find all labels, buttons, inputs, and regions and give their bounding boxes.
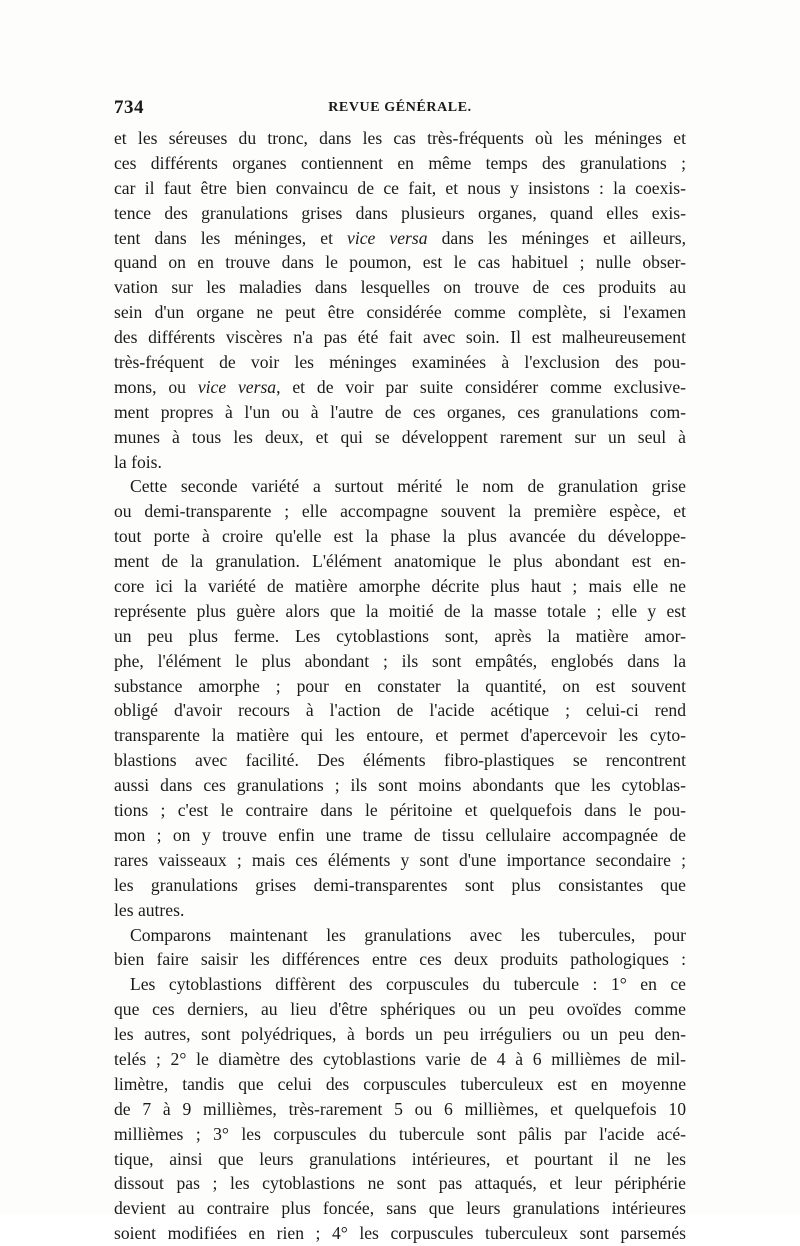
text-line: tout porte à croire qu'elle est la phase la plus avancée du développe-: [114, 526, 686, 547]
paragraph-start-line: Les cytoblastions diffèrent des corpuscules du tubercule : 1° en ce: [130, 974, 686, 995]
text-line: mons, ou vice versa, et de voir par suite considérer comme exclusive-: [114, 376, 687, 397]
text-line: ces différents organes contiennent en même temps des granulations ;: [114, 152, 686, 173]
paragraph-start-line: Cette seconde variété a surtout mérité le nom de granulation grise: [130, 476, 686, 497]
text-line: des différents viscères n'a pas été fait avec soin. Il est malheureusement: [114, 327, 686, 348]
text-line: de 7 à 9 millièmes, très-rarement 5 ou 6 millièmes, et quelquefois 10: [114, 1098, 686, 1119]
text-line: rares vaisseaux ; mais ces éléments y sont d'une importance secondaire ;: [114, 849, 686, 870]
paragraph-start-line: Comparons maintenant les granulations avec les tubercules, pour: [130, 924, 686, 945]
text-line: sein d'un organe ne peut être considérée comme complète, si l'examen: [114, 302, 686, 323]
text-line: que ces derniers, au lieu d'être sphériques ou un peu ovoïdes comme: [114, 999, 686, 1020]
text-line: dissout pas ; les cytoblastions ne sont pas attaqués, et leur périphérie: [114, 1173, 686, 1194]
text-line: blastions avec facilité. Des éléments fibro-plastiques se rencontrent: [114, 750, 686, 771]
text-line: aussi dans ces granulations ; ils sont moins abondants que les cytoblas-: [114, 775, 686, 796]
text-line: tence des granulations grises dans plusieurs organes, quand elles exis-: [114, 202, 686, 223]
text-line: phe, l'élément le plus abondant ; ils sont empâtés, englobés dans la: [114, 650, 686, 671]
text-line: tions ; c'est le contraire dans le péritoine et quelquefois dans le pou-: [114, 800, 686, 821]
text-line: ment de la granulation. L'élément anatomique le plus abondant est en-: [114, 551, 686, 572]
text-line: les autres, sont polyédriques, à bords un peu irréguliers ou un peu den-: [114, 1024, 686, 1045]
text-line: quand on en trouve dans le poumon, est le cas habituel ; nulle obser-: [114, 252, 686, 273]
text-line: ment propres à l'un ou à l'autre de ces organes, ces granulations com-: [114, 401, 686, 422]
text-line: mon ; on y trouve enfin une trame de tissu cellulaire accompagnée de: [114, 824, 686, 845]
text-line: les granulations grises demi-transparentes sont plus consistantes que: [114, 874, 686, 895]
text-line: millièmes ; 3° les corpuscules du tubercule sont pâlis par l'acide acé-: [114, 1123, 686, 1144]
text-line: limètre, tandis que celui des corpuscules tuberculeux est en moyenne: [114, 1073, 686, 1094]
text-line: ou demi-transparente ; elle accompagne souvent la première espèce, et: [114, 501, 686, 522]
paragraph-end-line: les autres.: [114, 899, 185, 920]
text-line: telés ; 2° le diamètre des cytoblastions varie de 4 à 6 millièmes de mil-: [114, 1048, 686, 1069]
text-line: bien faire saisir les différences entre ces deux produits pathologiques :: [114, 949, 686, 970]
running-head: [114, 97, 686, 125]
italic-phrase: vice versa: [197, 376, 277, 397]
text-line: transparente la matière qui les entoure, et permet d'apercevoir les cyto-: [114, 725, 686, 746]
text-line: core ici la variété de matière amorphe décrite plus haut ; mais elle ne: [114, 576, 686, 597]
text-line: très-fréquent de voir les méninges examinées à l'exclusion des pou-: [114, 352, 686, 373]
italic-phrase: vice versa: [347, 227, 428, 248]
text-line: vation sur les maladies dans lesquelles on trouve de ces produits au: [114, 277, 686, 298]
text-line: obligé d'avoir recours à l'action de l'acide acétique ; celui-ci rend: [114, 700, 686, 721]
paragraph-end-line: la fois.: [114, 451, 162, 472]
page-number: 734: [114, 97, 144, 118]
text-line: représente plus guère alors que la moitié de la masse totale ; elle y est: [114, 600, 686, 621]
text-line: et les séreuses du tronc, dans les cas très-fréquents où les méninges et: [114, 128, 686, 148]
running-title: REVUE GÉNÉRALE.: [328, 100, 472, 115]
text-line: soient modifiées en rien ; 4° les corpuscules tuberculeux sont parsemés: [114, 1223, 686, 1244]
text-line: devient au contraire plus foncée, sans que leurs granulations intérieures: [114, 1198, 686, 1219]
text-line: tent dans les méninges, et vice versa dans les méninges et ailleurs,: [114, 227, 686, 248]
text-line: tique, ainsi que leurs granulations intérieures, et pourtant il ne les: [114, 1148, 686, 1169]
text-line: un peu plus ferme. Les cytoblastions sont, après la matière amor-: [114, 625, 686, 646]
text-line: substance amorphe ; pour en constater la quantité, on est souvent: [114, 675, 686, 696]
body-text: [114, 126, 686, 1246]
text-line: car il faut être bien convaincu de ce fait, et nous y insistons : la coexis-: [114, 177, 686, 198]
text-line: munes à tous les deux, et qui se développent rarement sur un seul à: [114, 426, 686, 447]
